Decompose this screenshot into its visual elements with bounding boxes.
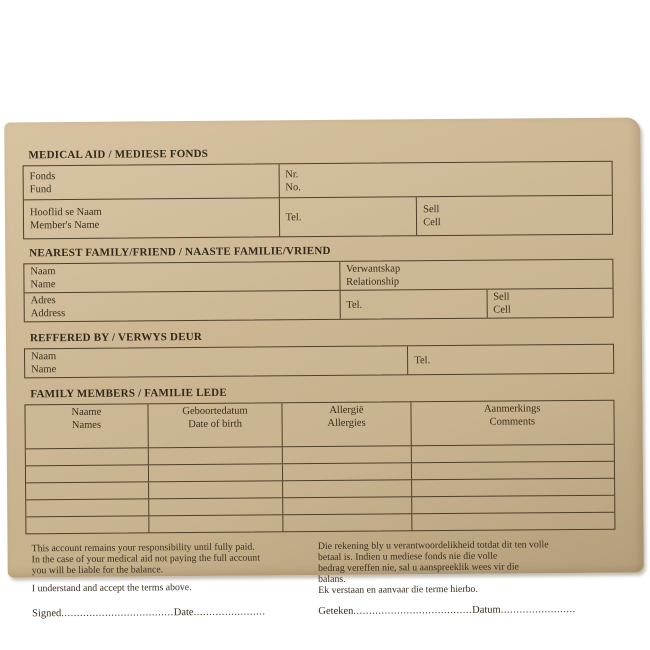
terms-en-line: you will be liable for the balance.: [31, 564, 164, 577]
member-name-label-en: Member's Name: [29, 219, 100, 232]
name-label-af: Naam: [30, 266, 56, 278]
family-table-empty-cell: [26, 431, 148, 448]
table-row: [25, 288, 613, 322]
number-field: [278, 162, 612, 198]
terms-en-line: In the case of your medical aid not paying the full account: [31, 552, 260, 566]
section-title-family-members: FAMILY MEMBERS / FAMILIE LEDE: [30, 386, 227, 401]
section-title-nearest-family: NEAREST FAMILY/FRIEND / NAASTE FAMILIE/VRIEND: [29, 244, 331, 260]
name-label-en: Name: [31, 364, 57, 376]
form-card: [4, 118, 644, 620]
fund-field: [24, 164, 279, 199]
family-table-empty-cell: [410, 462, 614, 480]
terms-en-accept: I understand and accept the terms above.: [31, 582, 192, 595]
fund-label-af: Fonds: [29, 170, 56, 182]
birthdate-header-en: Date of birth: [188, 418, 242, 430]
signature-row: [26, 604, 616, 621]
member-name-field: [24, 198, 279, 238]
family-table-empty-cell: [282, 446, 410, 463]
family-table-empty-cell: [148, 481, 283, 498]
family-members-table: [24, 400, 615, 535]
family-table-empty-cell: [148, 464, 283, 481]
address-label-af: Adres: [30, 295, 56, 307]
terms-af-line: balans.: [318, 573, 346, 586]
relationship-field: [339, 260, 613, 290]
date-dotted-line: .......................: [193, 606, 266, 619]
terms-english: [32, 541, 313, 598]
geteken-label: Geteken: [318, 605, 354, 618]
address-label-en: Address: [30, 308, 66, 320]
section-title-medical-aid: MEDICAL AID / MEDIESE FONDS: [28, 147, 209, 162]
family-table-empty-cell: [282, 429, 410, 446]
signed-label: Signed: [32, 608, 62, 620]
family-table-empty-cell: [26, 448, 148, 465]
datum-label: Datum: [472, 604, 501, 616]
tel-field: [278, 197, 416, 236]
family-table-empty-cell: [411, 513, 615, 531]
address-field: [25, 291, 340, 321]
geteken-dotted-line: ......................................: [353, 604, 473, 617]
tel-label: Tel.: [414, 354, 431, 366]
cell-label-af: Sell: [493, 291, 510, 303]
comments-header-af: Aanmerkings: [483, 402, 541, 415]
names-column-header: [25, 404, 147, 432]
medical-aid-table: [23, 161, 614, 240]
family-table-empty-cell: [148, 498, 283, 515]
signature-english: [32, 606, 312, 620]
family-table-empty-cell: [411, 496, 615, 514]
family-empty-rows: [26, 428, 615, 534]
allergies-header-en: Allergies: [327, 417, 366, 429]
name-field: [24, 262, 339, 292]
signature-afrikaans: [312, 604, 616, 618]
family-table-empty-cell: [26, 516, 148, 533]
table-row: [24, 162, 612, 200]
family-table-empty-cell: [147, 447, 282, 464]
terms-en-line: This account remains your responsibility until fully paid.: [31, 541, 255, 555]
name-label-af: Naam: [31, 351, 57, 363]
cell-field: [416, 196, 612, 236]
cell-field: [486, 289, 613, 318]
names-header-af: Naame: [71, 406, 102, 418]
name-field: [25, 346, 407, 377]
cell-label-en: Cell: [423, 217, 441, 229]
family-table-empty-cell: [282, 480, 410, 497]
family-table-empty-cell: [283, 514, 411, 531]
date-label: Date: [173, 607, 194, 619]
terms-af-line: bedrag vereffen nie, sal u aanspreeklik wees vir die: [318, 561, 519, 575]
name-label-en: Name: [30, 279, 56, 291]
family-table-empty-cell: [26, 482, 148, 499]
family-table-empty-cell: [282, 463, 410, 480]
relationship-label-en: Relationship: [346, 276, 400, 288]
number-label-af: Nr.: [285, 168, 299, 180]
terms-af-line: Die rekening bly u verantwoordelikheid totdat dit ten volle: [317, 539, 549, 553]
family-table-empty-cell: [410, 445, 614, 463]
table-row: [24, 260, 612, 293]
tel-field: [339, 290, 486, 319]
terms-section: [26, 539, 616, 599]
terms-af-line: betaal is. Indien u mediese fonds nie die volle: [317, 550, 498, 564]
table-row: [25, 345, 613, 378]
cell-label-en: Cell: [493, 304, 511, 316]
terms-af-accept: Ek verstaan en aanvaar die terme hierbo.: [318, 583, 478, 597]
family-table-empty-cell: [26, 465, 148, 482]
family-table-empty-cell: [26, 499, 148, 516]
section-title-referred-by: REFFERED BY / VERWYS DEUR: [29, 330, 203, 345]
names-header-en: Names: [71, 419, 102, 431]
datum-dotted-line: ........................: [500, 604, 576, 616]
fund-label-en: Fund: [29, 183, 52, 195]
family-table-empty-cell: [147, 430, 282, 447]
signed-dotted-line: ....................................: [61, 607, 174, 620]
number-label-en: No.: [285, 181, 301, 193]
birthdate-column-header: [147, 403, 282, 431]
family-table-empty-cell: [148, 515, 283, 532]
referred-by-table: [24, 344, 614, 379]
family-table-empty-cell: [410, 428, 614, 446]
nearest-family-table: [23, 259, 613, 323]
tel-label: Tel.: [346, 299, 363, 311]
family-table-empty-cell: [411, 479, 615, 497]
comments-header-en: Comments: [489, 415, 536, 428]
comments-column-header: [410, 401, 614, 430]
allergies-header-af: Allergië: [329, 404, 364, 416]
allergies-column-header: [282, 402, 410, 430]
tel-label: Tel.: [285, 211, 302, 223]
member-name-label-af: Hooflid se Naam: [29, 206, 102, 219]
tel-field: [407, 345, 613, 375]
birthdate-header-af: Geboortedatum: [182, 405, 248, 417]
terms-afrikaans: [312, 539, 616, 596]
relationship-label-af: Verwantskap: [345, 263, 401, 275]
cell-label-af: Sell: [423, 204, 440, 216]
family-table-empty-cell: [283, 497, 411, 514]
table-row: [24, 195, 612, 239]
